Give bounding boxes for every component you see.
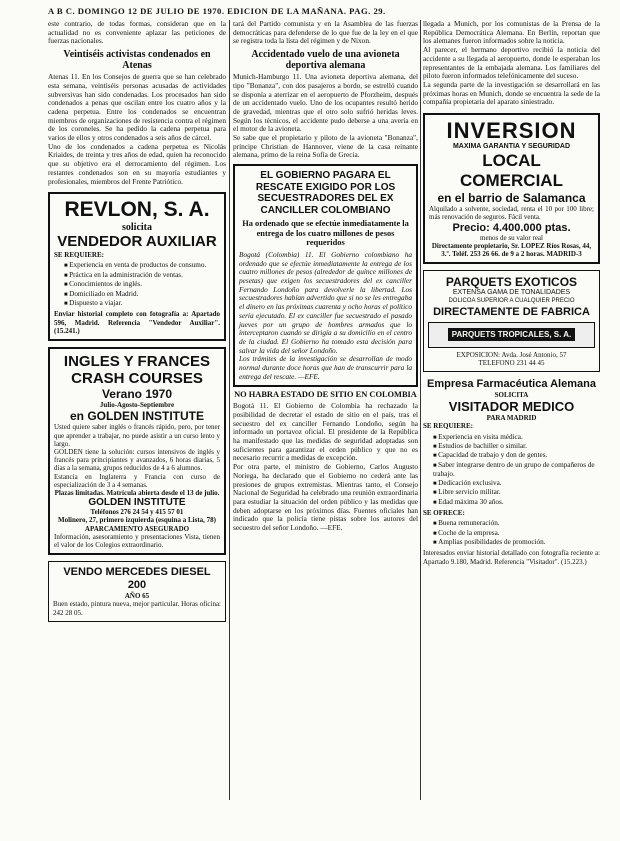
inversion-body: Alquilado a solvente, sociedad, renta el 10 por 100 libre; más renovación de seguros. Fácil venta.: [429, 205, 594, 222]
article-text: Uno de los condenados a cadena perpetua es Nicolás Kriaides, de treinta y tres años de edad, quien ha reconocido que su objetivo era el derrocamiento del régimen. Los restantes condenados son en su mayoría estudiantes y profesionales, miembros del Frente Patriótico.: [48, 141, 226, 186]
list-item: ■ Coche de la empresa.: [433, 529, 600, 538]
list-item: ■ Edad máxima 30 años.: [433, 498, 600, 507]
box-headline: EL GOBIERNO PAGARA EL RESCATE EXIGIDO POR LOS SECUESTRADORES DEL EX CANCILLER COLOMBIANO: [255, 170, 396, 216]
list-item: ■ Conocimientos de inglés.: [64, 280, 220, 289]
list-item: ■ Experiencia en visita médica.: [433, 433, 600, 442]
article-text: Munich-Hamburgo 11. Una avioneta deportiva alemana, del tipo "Bonanza", con dos pasajeros a bordo, se estrelló cuando se disponía a aterrizar en el aeropuerto de Pforzheim, después de un accidentado vuelo. Uno de los ocupantes resultó herido de gravedad, mientras que el otro solo sufrió heridas leves. Según los técnicos, el accidente pudo deberse a una avería en el motor de la avioneta.: [233, 72, 418, 134]
empresa-line-1: Empresa Farmacéutica Alemana: [427, 378, 596, 391]
parquets-logo-text: PARQUETS TROPICALES, S. A.: [448, 328, 576, 341]
article-text: Se sabe que el propietario y piloto de la avioneta "Bonanza", príncipe Christian de Hannover, viene de la casa reinante alemana, primo de la reina Sofía de Grecia.: [233, 133, 418, 160]
golden-parking: APARCAMIENTO ASEGURADO: [84, 524, 190, 533]
list-item: ■ Experiencia en venta de productos de consumo.: [64, 261, 220, 270]
golden-text: Plazas limitadas. Matrícula abierta desde el 13 de julio.: [54, 488, 220, 497]
page-header: A B C. DOMINGO 12 DE JULIO DE 1970. EDICION DE LA MAÑANA. PAG. 29.: [48, 6, 386, 16]
empresa-line-2: SOLICITA: [494, 391, 529, 400]
box-body: Los trámites de la investigación se desarrollan de modo normal durante doce horas que han de transcurrir para la entrega del rescate. —EFE.: [239, 354, 412, 381]
revlon-req-list: [54, 261, 220, 308]
parquets-phone: TELEFONO 231 44 45: [478, 358, 545, 367]
parquets-line-1: PARQUETS EXOTICOS: [445, 275, 578, 290]
list-item: ■ Domiciliado en Madrid.: [64, 290, 220, 299]
list-item: ■ Saber integrarse dentro de un grupo de compañeros de trabajo.: [433, 461, 600, 479]
golden-line-2: CRASH COURSES: [71, 370, 203, 388]
golden-line-5: en GOLDEN INSTITUTE: [69, 409, 204, 424]
empresa-req-label: SE REQUIERE:: [423, 422, 473, 431]
list-item: ■ Buena remuneración.: [433, 519, 600, 528]
column-1: [48, 20, 226, 622]
golden-name: GOLDEN INSTITUTE: [88, 497, 186, 509]
empresa-line-4: PARA MADRID: [486, 414, 537, 423]
article-title: Accidentado vuelo de una avioneta deportiva alemana: [251, 49, 400, 72]
parquets-address: EXPOSICION: Avda. José Antonio, 57: [456, 350, 567, 359]
article-text: llegada a Munich, por los comunistas de la Prensa de la República Democrática Alemana. En Berlín, reportan que los alemanes fueron informados sobre la noticia.: [423, 20, 600, 46]
mercedes-year: AÑO 65: [124, 592, 150, 601]
empresa-offer-label: SE OFRECE:: [423, 508, 465, 517]
golden-phones: Teléfonos 276 24 54 y 415 57 01: [90, 508, 184, 517]
article-title: NO HABRA ESTADO DE SITIO EN COLOMBIA: [234, 390, 417, 400]
golden-note: Información, asesoramiento y presentaciones Vista, tienen el valor de los Colegios extraordinario.: [54, 532, 220, 549]
list-item: ■ Dispuesto a viajar.: [64, 299, 220, 308]
revlon-role: VENDEDOR AUXILIAR: [57, 233, 217, 251]
inversion-line-3: LOCAL COMERCIAL: [460, 151, 563, 191]
article-text: Atenas 11. En los Consejos de guerra que se han celebrado esta semana, veintiséis personas acusadas de actividades subversivas han sido condenadas. Los procesados han sido condenados a penas que oscilan entre los cuatro años y la cadena perpetua. Entre los condenados se encuentran miembros de organizaciones de resistencia contra el régimen de los coroneles. Se ha pedido la cadena perpetua para varios de ellos y otros condenados a seis años de cárcel.: [48, 72, 226, 143]
list-item: ■ Amplias posibilidades de promoción.: [433, 538, 600, 547]
article-text: Al parecer, el hermano deportivo recibió la noticia del accidente a su llegada al aeropuerto, donde le esperaban los representantes de la embajada alemana. Los familiares del piloto fueron informados telefónicamente del suceso.: [423, 45, 600, 81]
article-text: Por otra parte, el ministro de Gobierno, Carlos Augusto Noriega, ha declarado que el Gobierno no cederá ante las presiones de grupos extremistas. Mientras tanto, el Consejo Nacional de Seguridad ha celebrado una reunión extraordinaria para estudiar la situación del orden público y las medidas que deben adoptarse en los próximos días. Fuentes oficiales han indicado que la policía tiene pistas sobre los autores del secuestro del señor Londoño. —EFE.: [233, 462, 418, 533]
list-item: ■ Estudios de bachiller o similar.: [433, 442, 600, 451]
empresa-req-list: [423, 433, 600, 507]
revlon-solicita: solicita: [122, 222, 152, 234]
revlon-contact: Enviar historial completo con fotografía a: Apartado 596, Madrid. Referencia "Vendedor Auxiliar". (15.241.): [54, 310, 220, 335]
parquets-logo: [428, 322, 595, 348]
parquets-line-2: EXTENSA GAMA DE TONALIDADES: [452, 289, 571, 297]
mercedes-body: Buen estado, pintura nueva, mejor particular. Horas oficina: 242 28 05.: [53, 600, 221, 617]
golden-line-4: Julio-Agosto-Septiembre: [99, 401, 175, 410]
parquets-line-3: DOLICOA SUPERIOR A CUALQUIER PRECIO: [448, 298, 575, 305]
revlon-req-label: SE REQUIERE:: [54, 251, 104, 260]
inversion-line-2: MAXIMA GARANTIA Y SEGURIDAD: [452, 143, 571, 151]
empresa-farmaceutica-ad: [423, 378, 600, 566]
parquets-ad: [423, 270, 600, 372]
golden-line-3: Verano 1970: [101, 387, 173, 402]
colombia-news-box: [233, 164, 418, 387]
inversion-contact: Directamente propietario, Sr. LOPEZ Ríos Rosas, 44, 3.º. Teléf. 253 26 66. de 9 a 2 horas. MADRID-3: [431, 241, 592, 259]
article-text: Bogotá 11. El Gobierno de Colombia ha rechazado la posibilidad de decretar el estado de sitio en el país, tras el secuestro del ex canciller Fernando Londoño, según ha informado un portavoz oficial. El presidente de la República ha manifestado que las medidas de seguridad adoptadas son suficientes para garantizar el orden público y que no es necesario recurrir a medidas de excepción.: [233, 401, 418, 463]
column-2: [233, 20, 418, 533]
mercedes-ad: [48, 561, 226, 622]
list-item: ■ Libre servicio militar.: [433, 488, 600, 497]
list-item: ■ Dedicación exclusiva.: [433, 479, 600, 488]
revlon-ad: [48, 192, 226, 341]
list-item: ■ Capacidad de trabajo y don de gentes.: [433, 451, 600, 460]
golden-text: Usted quiere saber inglés o francés rápido, pero, por tener que aprender a trabajar, no puede asistir a un curso lento y largo.: [54, 423, 220, 448]
box-body: Bogotá (Colombia) 11. El Gobierno colombiano ha ordenado que se efectúe inmediatamente la entrega de los cuatro millones de pesos (alrededor de quince millones de pesetas) que exigen los secuestradores del ex canciller Fernando Londoño para devolverle la libertad. Los secuestradores habían advertido que si no se les entregaba el dinero en las próximas cuarenta y ocho horas el político sería ejecutado. El ex canciller fue secuestrado el pasado jueves por un grupo de hombres armados que lo interceptaron cuando se dirigía a su domicilio en el centro de la ciudad. El Gobierno ha tomado esta decisión para salvar la vida del señor Londoño.: [239, 249, 412, 355]
article-text: La segunda parte de la investigación se desarrollará en las próximas horas en Munich, donde se encuentra la sede de la compañía propietaria del aparato siniestrado.: [423, 79, 600, 107]
revlon-name: REVLON, S. A.: [64, 198, 210, 222]
empresa-line-3: VISITADOR MEDICO: [448, 399, 575, 415]
golden-text: GOLDEN tiene la solución: cursos intensivos de inglés y francés para principiantes y avanzados, 6 horas diarias, 5 días a la semana, grupos reducidos de 4 a 6 alumnos.: [54, 447, 220, 473]
parquets-line-4: DIRECTAMENTE DE FABRICA: [433, 305, 590, 318]
article-text: este contrario, de todas formas, consideran que en la actualidad no es conveniente aplazar las peticiones de fuerzas nacionales.: [48, 20, 226, 46]
inversion-title: INVERSION: [446, 118, 577, 144]
mercedes-title: VENDO MERCEDES DIESEL 200: [63, 566, 211, 592]
golden-line-1: INGLES Y FRANCES: [63, 353, 211, 371]
article-title: Veintiséis activistas condenados en Atenas: [63, 49, 211, 72]
column-3: [423, 20, 600, 566]
empresa-offer-list: [423, 519, 600, 547]
column-divider: [420, 20, 421, 800]
inversion-line-4: en el barrio de Salamanca: [437, 191, 586, 206]
box-subhead: Ha ordenado que se efectúe inmediatamente la entrega de los cuatro millones de pesos requeridos: [242, 219, 409, 248]
golden-institute-ad: [48, 347, 226, 555]
inversion-ad: [423, 113, 600, 264]
golden-text: Estancia en Inglaterra y Francia con curso de especialización de 3 a 4 semanas.: [54, 472, 220, 489]
article-text: tará del Partido comunista y en la Asamblea de las fuerzas democráticas para defenderse de lo que fue de la ley en el que se registra toda la lista del régimen y de Nixon.: [233, 20, 418, 46]
golden-address: Molinero, 27, primero izquierda (esquina a Lista, 78): [57, 516, 217, 525]
inversion-price-note: menos de su valor real: [480, 233, 543, 242]
empresa-contact: Interesados enviar historial detallado con fotografía reciente a: Apartado 9.180, Madrid. Referencia "Visitador". (15.223.): [423, 549, 600, 566]
inversion-price: Precio: 4.400.000 ptas.: [452, 221, 571, 234]
column-divider: [229, 20, 230, 800]
list-item: ■ Práctica en la administración de ventas.: [64, 271, 220, 280]
